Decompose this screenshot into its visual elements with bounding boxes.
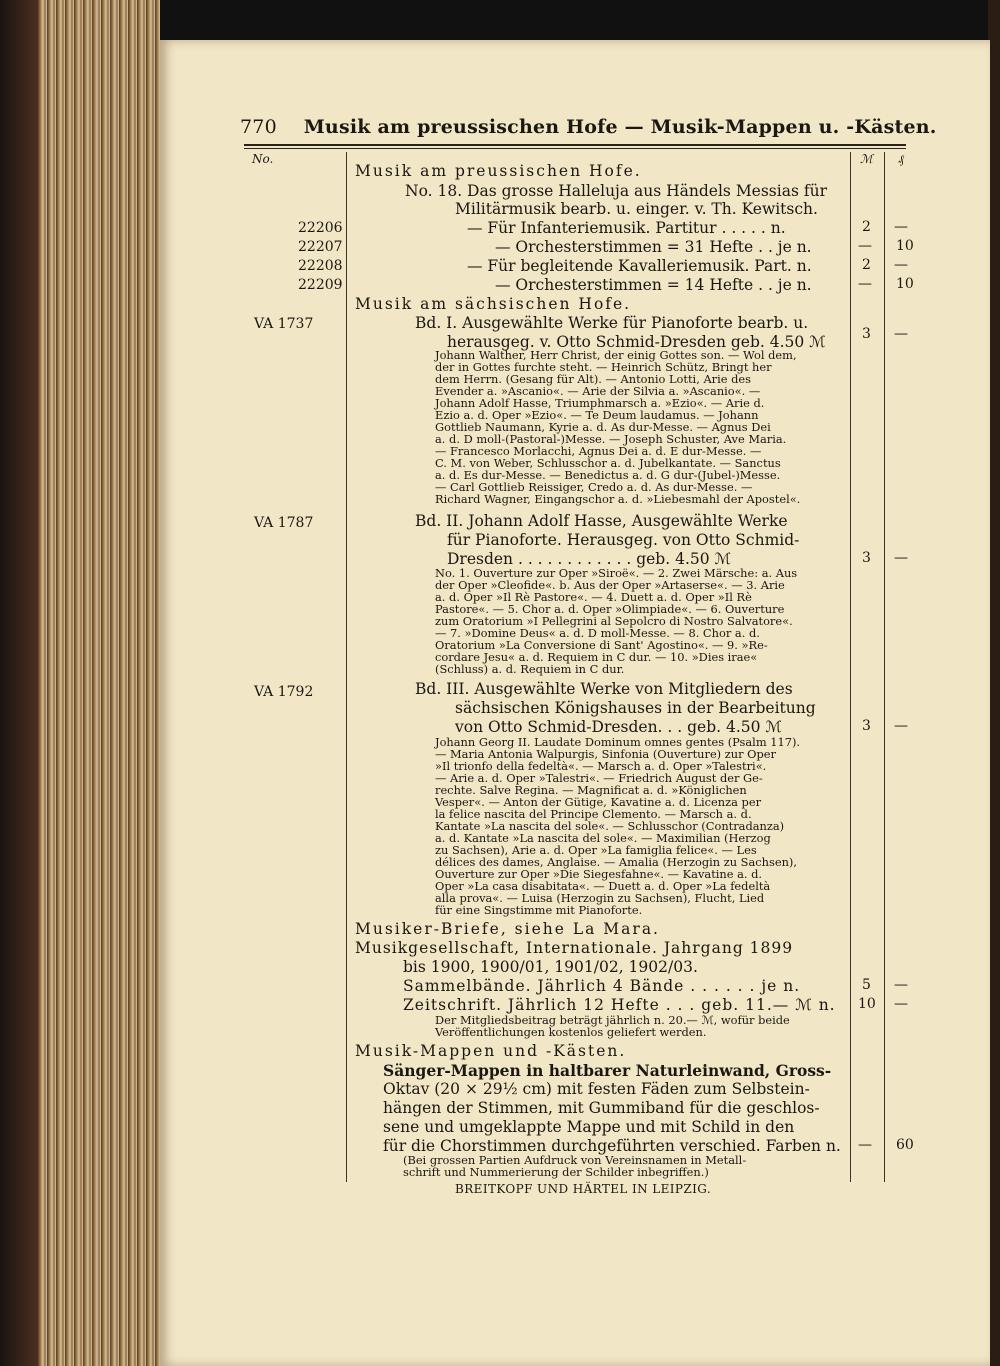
entry-line: Musikgesellschaft, Internationale. Jahrgang 1899 [355, 939, 794, 957]
entry-line: bis 1900, 1900/01, 1901/02, 1902/03. [403, 958, 698, 976]
contents-line: zu Sachsen), Arie a. d. Oper »La famiglia felice«. — Les [435, 843, 757, 857]
entry-line: herausgeg. v. Otto Schmid-Dresden geb. 4.50 ℳ [447, 333, 826, 351]
entry-line: — Für Infanteriemusik. Partitur . . . . . n. [467, 219, 786, 237]
price-pf: — [894, 326, 908, 342]
catalog-page [160, 40, 990, 1366]
entry-line: für Pianoforte. Herausgeg. von Otto Schmid- [447, 531, 800, 549]
entry-line: Bd. II. Johann Adolf Hasse, Ausgewählte Werke [415, 512, 788, 530]
column-divider [850, 152, 851, 1182]
header-rule-thin [244, 148, 906, 149]
entry-line: Oktav (20 × 29½ cm) mit festen Fäden zum Selbstein- [383, 1080, 810, 1098]
entry-line: No. 18. Das grosse Halleluja aus Händels Messias für [405, 182, 827, 200]
contents-line: — 7. »Domine Deus« a. d. D moll-Messe. — 8. Chor a. d. [435, 626, 760, 640]
column-header-pf: ₰ [898, 152, 904, 166]
price-mark: — [858, 238, 872, 254]
contents-line: Pastore«. — 5. Chor a. d. Oper »Olimpiade«. — 6. Ouverture [435, 602, 785, 616]
order-number: 22209 [298, 277, 343, 293]
price-mark: 5 [862, 977, 871, 993]
section-heading: Musik am sächsischen Hofe. [355, 295, 632, 313]
header-rule [244, 144, 906, 146]
entry-line: Bd. III. Ausgewählte Werke von Mitgliedern des [415, 680, 793, 698]
entry-line: Dresden . . . . . . . . . . . . geb. 4.50 ℳ [447, 550, 732, 568]
price-mark: — [858, 276, 872, 292]
order-number: 22206 [298, 220, 343, 236]
contents-line: »Il trionfo della fedeltà«. — Marsch a. d. Oper »Talestri«. [435, 759, 767, 773]
entry-line: sächsischen Königshauses in der Bearbeitung [455, 699, 816, 717]
entry-line: Bd. I. Ausgewählte Werke für Pianoforte bearb. u. [415, 314, 809, 332]
price-pf: 10 [896, 238, 914, 254]
price-mark: 2 [862, 257, 871, 273]
price-mark: 3 [862, 718, 871, 734]
contents-line: (Schluss) a. d. Requiem in C dur. [435, 662, 625, 676]
contents-line: der in Gottes furchte steht. — Heinrich Schütz, Bringt her [435, 360, 772, 374]
contents-line: a. d. D moll-(Pastoral-)Messe. — Joseph Schuster, Ave Maria. [435, 432, 787, 446]
price-pf: 10 [896, 276, 914, 292]
contents-line: dem Herrn. (Gesang für Alt). — Antonio Lotti, Arie des [435, 372, 751, 386]
contents-line: Der Mitgliedsbeitrag beträgt jährlich n. 20.— ℳ, wofür beide [435, 1013, 790, 1027]
contents-line: la felice nascita del Principe Clemento. — Marsch a. d. [435, 807, 752, 821]
entry-line: Militärmusik bearb. u. einger. v. Th. Kewitsch. [455, 200, 818, 218]
price-pf: — [894, 977, 908, 993]
contents-line: Kantate »La nascita del sole«. — Schlusschor (Contradanza) [435, 819, 785, 833]
price-pf: — [894, 219, 908, 235]
entry-line: Musiker-Briefe, siehe La Mara. [355, 920, 660, 938]
contents-line: Johann Adolf Hasse, Triumphmarsch a. »Ezio«. — Arie d. [435, 396, 765, 410]
price-pf: — [894, 550, 908, 566]
publisher-footer: BREITKOPF UND HÄRTEL IN LEIPZIG. [455, 1182, 712, 1196]
contents-line: — Francesco Morlacchi, Agnus Dei a. d. E dur-Messe. — [435, 444, 762, 458]
contents-line: Vesper«. — Anton der Gütige, Kavatine a. d. Licenza per [435, 795, 762, 809]
order-number: 22207 [298, 239, 343, 255]
price-pf: — [894, 718, 908, 734]
section-heading: Musik am preussischen Hofe. [355, 162, 642, 180]
contents-line: — Carl Gottlieb Reissiger, Credo a. d. As dur-Messe. — [435, 480, 753, 494]
contents-line: Gottlieb Naumann, Kyrie a. d. As dur-Messe. — Agnus Dei [435, 420, 771, 434]
price-pf: — [894, 257, 908, 273]
contents-line: — Maria Antonia Walpurgis, Sinfonia (Ouverture) zur Oper [435, 747, 776, 761]
order-number: 22208 [298, 258, 343, 274]
entry-line: von Otto Schmid-Dresden. . . geb. 4.50 ℳ [455, 718, 783, 736]
contents-line: alla prova«. — Luisa (Herzogin zu Sachsen), Flucht, Lied [435, 891, 765, 905]
entry-line: für die Chorstimmen durchgeführten verschied. Farben n. [383, 1137, 841, 1155]
price-mark: 3 [862, 550, 871, 566]
contents-line: Evender a. »Ascanio«. — Arie der Silvia a. »Ascanio«. — [435, 384, 761, 398]
contents-line: Veröffentlichungen kostenlos geliefert werden. [435, 1025, 707, 1039]
contents-line: a. d. Oper »Il Rè Pastore«. — 4. Duett a. d. Oper »Il Rè [435, 590, 752, 604]
contents-line: cordare Jesu« a. d. Requiem in C dur. — 10. »Dies irae« [435, 650, 758, 664]
contents-line: zum Oratorium »I Pellegrini al Sepolcro di Nostro Salvatore«. [435, 614, 793, 628]
contents-line: No. 1. Ouverture zur Oper »Siroë«. — 2. Zwei Märsche: a. Aus [435, 566, 798, 580]
entry-line: — Für begleitende Kavalleriemusik. Part. n. [467, 257, 812, 275]
contents-line: C. M. von Weber, Schlusschor a. d. Jubelkantate. — Sanctus [435, 456, 781, 470]
price-mark: — [858, 1137, 872, 1153]
contents-line: rechte. Salve Regina. — Magnificat a. d. »Königlichen [435, 783, 747, 797]
contents-line: Ezio a. d. Oper »Ezio«. — Te Deum laudamus. — Johann [435, 408, 759, 422]
price-mark: 10 [858, 996, 876, 1012]
page-number: 770 [240, 116, 277, 138]
order-number: VA 1737 [254, 316, 314, 332]
contents-line: Oratorium »La Conversione di Sant' Agostino«. — 9. »Re- [435, 638, 768, 652]
page-title: Musik am preussischen Hofe — Musik-Mappen u. -Kästen. [303, 116, 937, 138]
contents-line: a. d. Es dur-Messe. — Benedictus a. d. G dur-(Jubel-)Messe. [435, 468, 781, 482]
contents-line: Oper »La casa disabitata«. — Duett a. d. Oper »La fedeltà [435, 879, 771, 893]
column-divider [884, 152, 885, 1182]
price-mark: 3 [862, 326, 871, 342]
contents-line: — Arie a. d. Oper »Talestri«. — Friedrich August der Ge- [435, 771, 763, 785]
entry-line: Sammelbände. Jährlich 4 Bände . . . . . . je n. [403, 977, 801, 995]
entry-line: — Orchesterstimmen = 14 Hefte . . je n. [495, 276, 812, 294]
contents-line: (Bei grossen Partien Aufdruck von Vereinsnamen in Metall- [403, 1153, 747, 1167]
column-header-no: No. [252, 152, 274, 166]
contents-line: Johann Georg II. Laudate Dominum omnes gentes (Psalm 117). [435, 735, 801, 749]
column-header-mark: ℳ [860, 152, 873, 166]
section-heading: Musik-Mappen und -Kästen. [355, 1042, 627, 1060]
price-pf: 60 [896, 1137, 914, 1153]
entry-line: Zeitschrift. Jährlich 12 Hefte . . . geb. 11.— ℳ n. [403, 996, 836, 1014]
order-number: VA 1792 [254, 684, 314, 700]
contents-line: a. d. Kantate »La nascita del sole«. — Maximilian (Herzog [435, 831, 771, 845]
page-edges [38, 0, 160, 1366]
contents-line: für eine Singstimme mit Pianoforte. [435, 903, 643, 917]
entry-line: hängen der Stimmen, mit Gummiband für die geschlos- [383, 1099, 820, 1117]
entry-line: — Orchesterstimmen = 31 Hefte . . je n. [495, 238, 812, 256]
price-mark: 2 [862, 219, 871, 235]
entry-line: sene und umgeklappte Mappe und mit Schild in den [383, 1118, 795, 1136]
contents-line: Ouverture zur Oper »Die Siegesfahne«. — Kavatine a. d. [435, 867, 763, 881]
entry-line: Sänger-Mappen in haltbarer Naturleinwand, Gross- [383, 1061, 832, 1080]
contents-line: délices des dames, Anglaise. — Amalia (Herzogin zu Sachsen), [435, 855, 797, 869]
contents-line: Johann Walther, Herr Christ, der einig Gottes son. — Wol dem, [435, 348, 797, 362]
contents-line: Richard Wagner, Eingangschor a. d. »Liebesmahl der Apostel«. [435, 492, 801, 506]
contents-line: der Oper »Cleofide«. b. Aus der Oper »Artaserse«. — 3. Arie [435, 578, 785, 592]
contents-line: schrift und Nummerierung der Schilder inbegriffen.) [403, 1165, 709, 1179]
order-number: VA 1787 [254, 515, 314, 531]
column-divider [346, 152, 347, 1182]
page-header [240, 116, 937, 138]
price-pf: — [894, 996, 908, 1012]
book-cover-edge [0, 0, 38, 1366]
